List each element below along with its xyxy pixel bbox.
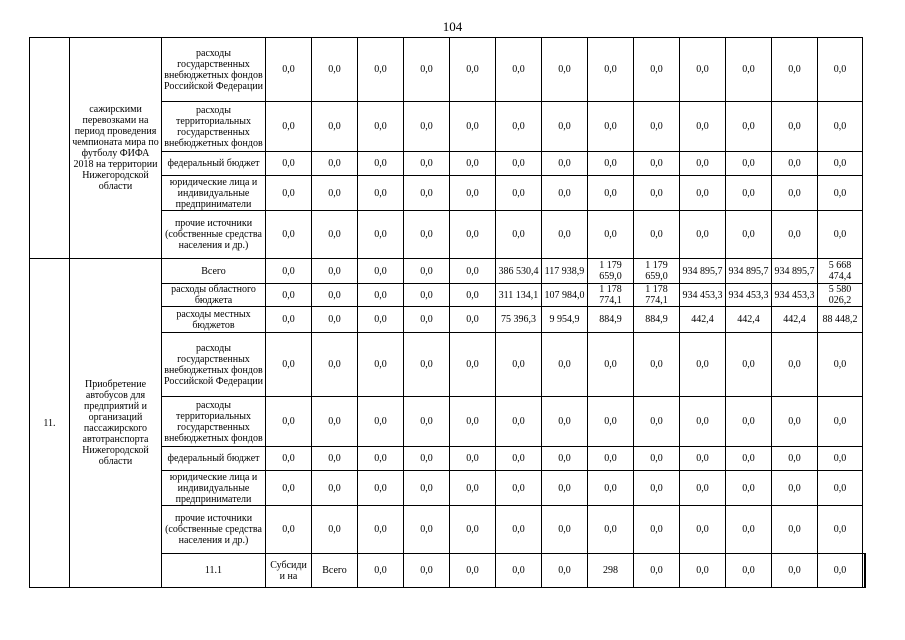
value-cell: 0,0 <box>726 447 772 471</box>
value-cell: 0,0 <box>450 447 496 471</box>
funding-source-cell: федеральный бюджет <box>162 447 266 471</box>
value-cell: 884,9 <box>634 307 680 333</box>
value-cell: 0,0 <box>450 471 496 506</box>
value-cell: 0,0 <box>404 397 450 447</box>
value-cell: 0,0 <box>358 259 404 284</box>
value-cell: 0,0 <box>450 506 496 554</box>
value-cell: 107 984,0 <box>542 284 588 307</box>
value-cell: 0,0 <box>772 152 818 176</box>
funding-source-cell: расходы местных бюджетов <box>162 307 266 333</box>
funding-source-cell: юридические лица и индивидуальные предприниматели <box>162 471 266 506</box>
value-cell: 0,0 <box>496 447 542 471</box>
row-number-cell: 11.1 <box>162 554 266 588</box>
value-cell: 0,0 <box>772 471 818 506</box>
value-cell: 0,0 <box>358 447 404 471</box>
value-cell: 0,0 <box>312 284 358 307</box>
value-cell: 0,0 <box>312 333 358 397</box>
funding-source-cell: прочие источники (собственные средства населения и др.) <box>162 506 266 554</box>
value-cell: 0,0 <box>358 102 404 152</box>
value-cell: 0,0 <box>266 284 312 307</box>
value-cell: 0,0 <box>496 176 542 211</box>
value-cell: 0,0 <box>588 506 634 554</box>
value-cell: 0,0 <box>726 102 772 152</box>
value-cell: 0,0 <box>588 102 634 152</box>
value-cell: 0,0 <box>312 471 358 506</box>
value-cell: 0,0 <box>312 259 358 284</box>
value-cell: 0,0 <box>818 38 863 102</box>
value-cell: 0,0 <box>542 38 588 102</box>
value-cell: 0,0 <box>726 397 772 447</box>
value-cell: 0,0 <box>404 333 450 397</box>
value-cell: 0,0 <box>358 176 404 211</box>
value-cell: 934 453,3 <box>726 284 772 307</box>
program-name-cell: сажирскими перевозками на период проведения чемпионата мира по футболу ФИФА 2018 на территории Нижегородской области <box>70 38 162 259</box>
row-number-cell <box>30 38 70 259</box>
value-cell: 0,0 <box>680 333 726 397</box>
value-cell: 5 668 474,4 <box>818 259 863 284</box>
value-cell: 934 453,3 <box>680 284 726 307</box>
value-cell: 0,0 <box>358 333 404 397</box>
value-cell: 0,0 <box>818 397 863 447</box>
value-cell: 0,0 <box>542 397 588 447</box>
value-cell: 0,0 <box>588 447 634 471</box>
value-cell: 0,0 <box>450 211 496 259</box>
value-cell: 0,0 <box>312 102 358 152</box>
value-cell: 442,4 <box>680 307 726 333</box>
value-cell: 0,0 <box>266 211 312 259</box>
value-cell: 0,0 <box>404 554 450 588</box>
value-cell: 0,0 <box>496 38 542 102</box>
value-cell: 0,0 <box>496 554 542 588</box>
value-cell: 0,0 <box>726 333 772 397</box>
program-name-cell: Приобретение автобусов для предприятий и организаций пассажирского автотранспорта Нижегородской области <box>70 259 162 588</box>
value-cell: 0,0 <box>588 471 634 506</box>
value-cell: 0,0 <box>634 506 680 554</box>
value-cell: 0,0 <box>404 307 450 333</box>
value-cell: 0,0 <box>772 447 818 471</box>
value-cell: 0,0 <box>496 397 542 447</box>
value-cell: 0,0 <box>634 397 680 447</box>
value-cell: 75 396,3 <box>496 307 542 333</box>
value-cell: 0,0 <box>266 506 312 554</box>
value-cell: 0,0 <box>634 38 680 102</box>
value-cell: 9 954,9 <box>542 307 588 333</box>
value-cell: 0,0 <box>404 211 450 259</box>
value-cell: 0,0 <box>726 506 772 554</box>
value-cell: 0,0 <box>726 38 772 102</box>
value-cell: 0,0 <box>312 152 358 176</box>
value-cell: 0,0 <box>634 554 680 588</box>
value-cell: 386 530,4 <box>496 259 542 284</box>
value-cell: 0,0 <box>634 333 680 397</box>
program-name-cell: Субсидии на <box>266 554 312 588</box>
funding-source-cell: расходы территориальных государственных внебюджетных фондов <box>162 102 266 152</box>
value-cell: 0,0 <box>542 176 588 211</box>
value-cell: 0,0 <box>772 102 818 152</box>
value-cell: 0,0 <box>450 554 496 588</box>
value-cell: 0,0 <box>818 152 863 176</box>
value-cell: 298 <box>588 554 634 588</box>
value-cell: 0,0 <box>450 284 496 307</box>
value-cell: 0,0 <box>680 397 726 447</box>
value-cell: 0,0 <box>542 211 588 259</box>
value-cell: 88 448,2 <box>818 307 863 333</box>
value-cell: 117 938,9 <box>542 259 588 284</box>
value-cell: 0,0 <box>450 397 496 447</box>
value-cell: 0,0 <box>542 506 588 554</box>
value-cell: 442,4 <box>726 307 772 333</box>
value-cell: 0,0 <box>542 102 588 152</box>
table-row <box>30 259 866 284</box>
value-cell: 0,0 <box>818 102 863 152</box>
value-cell: 0,0 <box>266 176 312 211</box>
value-cell: 0,0 <box>680 176 726 211</box>
funding-source-cell: расходы государственных внебюджетных фондов Российской Федерации <box>162 38 266 102</box>
value-cell: 0,0 <box>358 152 404 176</box>
value-cell: 311 134,1 <box>496 284 542 307</box>
value-cell: 0,0 <box>542 447 588 471</box>
value-cell: 0,0 <box>358 471 404 506</box>
value-cell: 0,0 <box>312 211 358 259</box>
value-cell: 0,0 <box>680 102 726 152</box>
value-cell: 0,0 <box>358 38 404 102</box>
funding-source-cell: прочие источники (собственные средства населения и др.) <box>162 211 266 259</box>
value-cell: 0,0 <box>404 176 450 211</box>
value-cell: 0,0 <box>588 152 634 176</box>
value-cell: 0,0 <box>772 397 818 447</box>
value-cell: 934 895,7 <box>772 259 818 284</box>
value-cell: 0,0 <box>312 447 358 471</box>
value-cell: 0,0 <box>404 102 450 152</box>
row-number-cell: 11. <box>30 259 70 588</box>
value-cell: 0,0 <box>772 554 818 588</box>
funding-source-cell: расходы государственных внебюджетных фондов Российской Федерации <box>162 333 266 397</box>
value-cell: 0,0 <box>312 307 358 333</box>
value-cell: 0,0 <box>634 447 680 471</box>
value-cell: 0,0 <box>358 284 404 307</box>
value-cell: 0,0 <box>266 102 312 152</box>
value-cell: 1 179 659,0 <box>588 259 634 284</box>
value-cell: 934 453,3 <box>772 284 818 307</box>
value-cell: 0,0 <box>266 333 312 397</box>
value-cell: 0,0 <box>404 284 450 307</box>
value-cell: 0,0 <box>818 447 863 471</box>
value-cell: 0,0 <box>542 152 588 176</box>
value-cell: 0,0 <box>772 176 818 211</box>
value-cell: 0,0 <box>680 471 726 506</box>
budget-table <box>29 37 866 588</box>
value-cell <box>864 554 866 588</box>
value-cell: 0,0 <box>588 397 634 447</box>
value-cell: 884,9 <box>588 307 634 333</box>
value-cell: 1 178 774,1 <box>588 284 634 307</box>
value-cell: 934 895,7 <box>726 259 772 284</box>
value-cell: 0,0 <box>680 211 726 259</box>
value-cell: 0,0 <box>404 506 450 554</box>
value-cell: 0,0 <box>542 554 588 588</box>
value-cell: 0,0 <box>542 333 588 397</box>
value-cell: 0,0 <box>450 176 496 211</box>
value-cell: 0,0 <box>496 102 542 152</box>
value-cell: 0,0 <box>312 506 358 554</box>
value-cell: 0,0 <box>772 211 818 259</box>
value-cell: 0,0 <box>358 307 404 333</box>
value-cell: 0,0 <box>588 176 634 211</box>
value-cell: 0,0 <box>404 447 450 471</box>
value-cell: 0,0 <box>726 211 772 259</box>
funding-source-cell: Всего <box>162 259 266 284</box>
value-cell: 0,0 <box>818 211 863 259</box>
value-cell: 0,0 <box>266 38 312 102</box>
value-cell: 0,0 <box>450 152 496 176</box>
value-cell: 0,0 <box>818 176 863 211</box>
value-cell: 0,0 <box>680 38 726 102</box>
value-cell: 0,0 <box>818 554 863 588</box>
value-cell: 0,0 <box>450 307 496 333</box>
value-cell: 0,0 <box>496 333 542 397</box>
table-row <box>30 38 866 102</box>
value-cell: 442,4 <box>772 307 818 333</box>
value-cell: 0,0 <box>634 211 680 259</box>
value-cell: 0,0 <box>772 333 818 397</box>
value-cell: 0,0 <box>496 152 542 176</box>
value-cell: 0,0 <box>588 333 634 397</box>
value-cell: 0,0 <box>772 38 818 102</box>
value-cell: 0,0 <box>404 152 450 176</box>
value-cell: 0,0 <box>588 38 634 102</box>
value-cell: 0,0 <box>726 176 772 211</box>
funding-source-cell: расходы областного бюджета <box>162 284 266 307</box>
value-cell: 1 179 659,0 <box>634 259 680 284</box>
value-cell: 0,0 <box>818 333 863 397</box>
value-cell: 0,0 <box>312 176 358 211</box>
value-cell: 0,0 <box>818 506 863 554</box>
value-cell: 0,0 <box>404 259 450 284</box>
funding-source-cell: федеральный бюджет <box>162 152 266 176</box>
value-cell: 0,0 <box>358 554 404 588</box>
value-cell: 0,0 <box>450 259 496 284</box>
value-cell: 5 580 026,2 <box>818 284 863 307</box>
value-cell: 0,0 <box>680 152 726 176</box>
value-cell: 0,0 <box>634 102 680 152</box>
value-cell: 0,0 <box>680 447 726 471</box>
value-cell: 0,0 <box>404 38 450 102</box>
value-cell: 0,0 <box>680 506 726 554</box>
value-cell: 0,0 <box>496 506 542 554</box>
value-cell: 0,0 <box>450 102 496 152</box>
value-cell: 0,0 <box>726 471 772 506</box>
value-cell: 0,0 <box>634 176 680 211</box>
value-cell: 0,0 <box>726 554 772 588</box>
value-cell: 0,0 <box>450 38 496 102</box>
value-cell: 0,0 <box>266 152 312 176</box>
value-cell: 0,0 <box>358 211 404 259</box>
value-cell: 0,0 <box>266 447 312 471</box>
value-cell: 1 178 774,1 <box>634 284 680 307</box>
value-cell: 0,0 <box>634 152 680 176</box>
value-cell: 934 895,7 <box>680 259 726 284</box>
value-cell: 0,0 <box>818 471 863 506</box>
value-cell: 0,0 <box>496 211 542 259</box>
value-cell: 0,0 <box>266 471 312 506</box>
value-cell: 0,0 <box>358 397 404 447</box>
value-cell: 0,0 <box>634 471 680 506</box>
value-cell: 0,0 <box>266 259 312 284</box>
funding-source-cell: расходы территориальных государственных внебюджетных фондов <box>162 397 266 447</box>
value-cell: 0,0 <box>312 38 358 102</box>
page-number: 104 <box>442 19 463 34</box>
value-cell: 0,0 <box>588 211 634 259</box>
value-cell: 0,0 <box>772 506 818 554</box>
funding-source-cell: юридические лица и индивидуальные предприниматели <box>162 176 266 211</box>
value-cell: 0,0 <box>450 333 496 397</box>
value-cell: 0,0 <box>266 307 312 333</box>
funding-source-cell: Всего <box>312 554 358 588</box>
value-cell: 0,0 <box>726 152 772 176</box>
value-cell: 0,0 <box>404 471 450 506</box>
value-cell: 0,0 <box>542 471 588 506</box>
value-cell: 0,0 <box>312 397 358 447</box>
value-cell: 0,0 <box>496 471 542 506</box>
value-cell: 0,0 <box>266 397 312 447</box>
value-cell: 0,0 <box>358 506 404 554</box>
value-cell: 0,0 <box>680 554 726 588</box>
